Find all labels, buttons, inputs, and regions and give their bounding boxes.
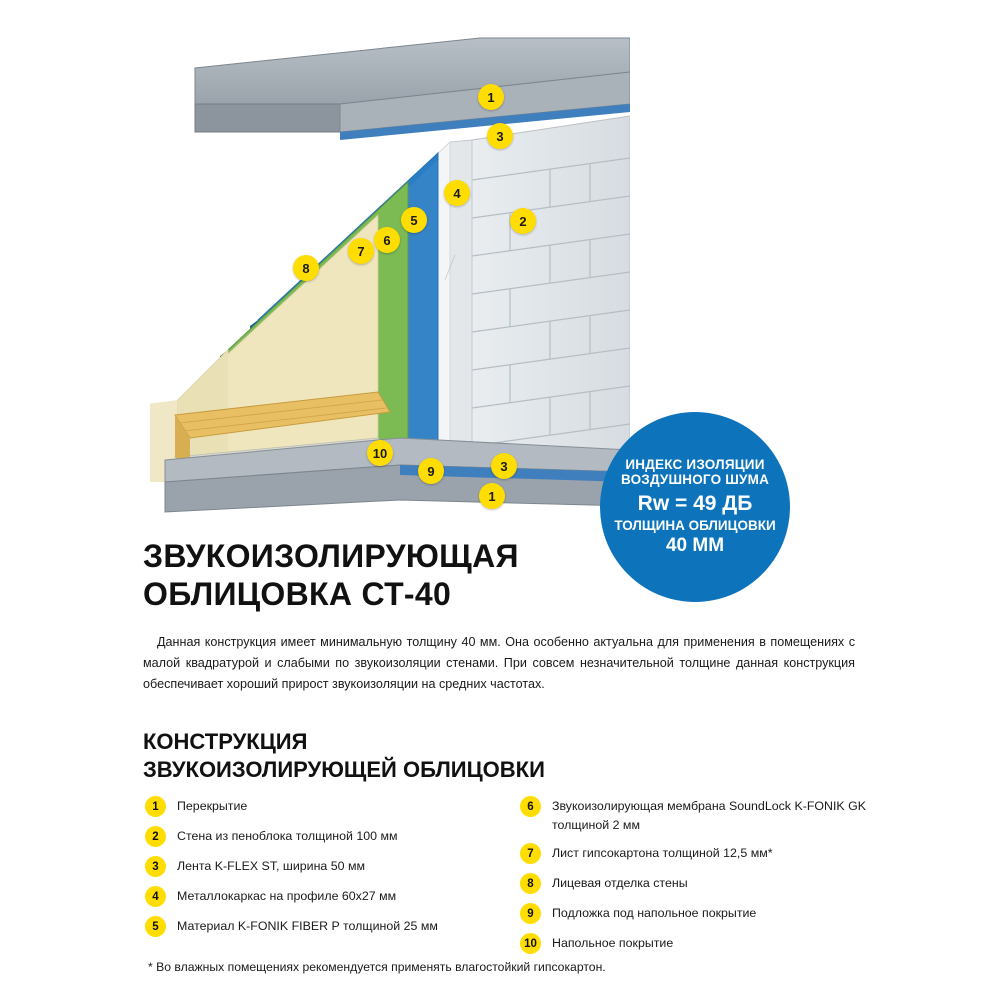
legend-label: Лента K-FLEX ST, ширина 50 мм: [177, 859, 366, 873]
footnote: * Во влажных помещениях рекомендуется применять влагостойкий гипсокартон.: [148, 960, 606, 974]
legend-number: 2: [145, 826, 166, 847]
legend-label: Лист гипсокартона толщиной 12,5 мм*: [552, 846, 773, 861]
callout-bullet-3-top: 3: [487, 123, 513, 149]
legend-item: [520, 842, 890, 864]
callout-bullet-5: 5: [401, 207, 427, 233]
legend-item: [520, 872, 890, 894]
callout-bullet-3-bottom: 3: [491, 453, 517, 479]
legend-number: 10: [520, 933, 541, 954]
legend-number: 5: [145, 916, 166, 937]
legend-column-left: [145, 795, 505, 945]
intro-paragraph: Данная конструкция имеет минимальную толщину 40 мм. Она особенно актуальна для применения в помещениях с малой квадратурой и слабыми по звукоизоляции стенами. При совсем незначительной толщине данная конструкция обеспечивает хороший прирост звукоизоляции на средних частотах.: [143, 635, 855, 691]
page-title-line-2: ОБЛИЦОВКА СТ-40: [143, 575, 452, 612]
legend-number: 1: [145, 796, 166, 817]
legend-label: Материал K-FONIK FIBER P толщиной 25 мм: [177, 919, 438, 933]
legend-item: [145, 855, 505, 877]
legend-number: 7: [520, 843, 541, 864]
callout-bullet-6: 6: [374, 227, 400, 253]
legend-item: [145, 885, 505, 907]
badge-line-3: ТОЛЩИНА ОБЛИЦОВКИ: [614, 517, 776, 533]
badge-line-1: ИНДЕКС ИЗОЛЯЦИИ: [625, 456, 765, 472]
legend-item: [520, 902, 890, 924]
legend-label: Металлокаркас на профиле 60х27 мм: [177, 889, 397, 903]
legend-number: 9: [520, 903, 541, 924]
section-heading-line-2: ЗВУКОИЗОЛИРУЮЩЕЙ ОБЛИЦОВКИ: [143, 756, 545, 782]
badge-rw-value: Rw = 49 ДБ: [637, 491, 753, 515]
callout-bullet-4: 4: [444, 180, 470, 206]
legend-label: Напольное покрытие: [552, 936, 674, 951]
legend-label: Звукоизолирующая мембрана SoundLock K-FONIK GK толщиной 2 мм: [552, 799, 867, 832]
legend-number: 6: [520, 796, 541, 817]
section-heading: [143, 728, 783, 783]
badge-line-2: ВОЗДУШНОГО ШУМА: [620, 472, 770, 488]
section-heading-line-1: КОНСТРУКЦИЯ: [143, 729, 308, 754]
callout-bullet-1-bottom: 1: [479, 483, 505, 509]
callout-bullet-2: 2: [510, 208, 536, 234]
legend-label: Лицевая отделка стены: [552, 876, 688, 891]
badge-thickness-value: 40 ММ: [665, 535, 725, 557]
legend-item: [145, 795, 505, 817]
legend-number: 3: [145, 856, 166, 877]
callout-bullet-7: 7: [348, 238, 374, 264]
legend-item: [145, 915, 505, 937]
legend-column-right: [520, 795, 890, 962]
legend-label: Подложка под напольное покрытие: [552, 906, 757, 921]
page-title-line-1: ЗВУКОИЗОЛИРУЮЩАЯ: [143, 538, 519, 574]
callout-bullet-8: 8: [293, 255, 319, 281]
construction-illustration: [150, 20, 630, 520]
callout-bullet-10: 10: [367, 440, 393, 466]
legend-item: [145, 825, 505, 847]
legend-number: 8: [520, 873, 541, 894]
callout-bullet-1-top: 1: [478, 84, 504, 110]
legend-label: Стена из пеноблока толщиной 100 мм: [177, 829, 398, 843]
legend-label: Перекрытие: [177, 799, 248, 813]
legend-number: 4: [145, 886, 166, 907]
callout-bullet-9: 9: [418, 458, 444, 484]
legend-item: [520, 795, 890, 834]
legend-item: [520, 932, 890, 954]
page-title: [143, 538, 743, 614]
